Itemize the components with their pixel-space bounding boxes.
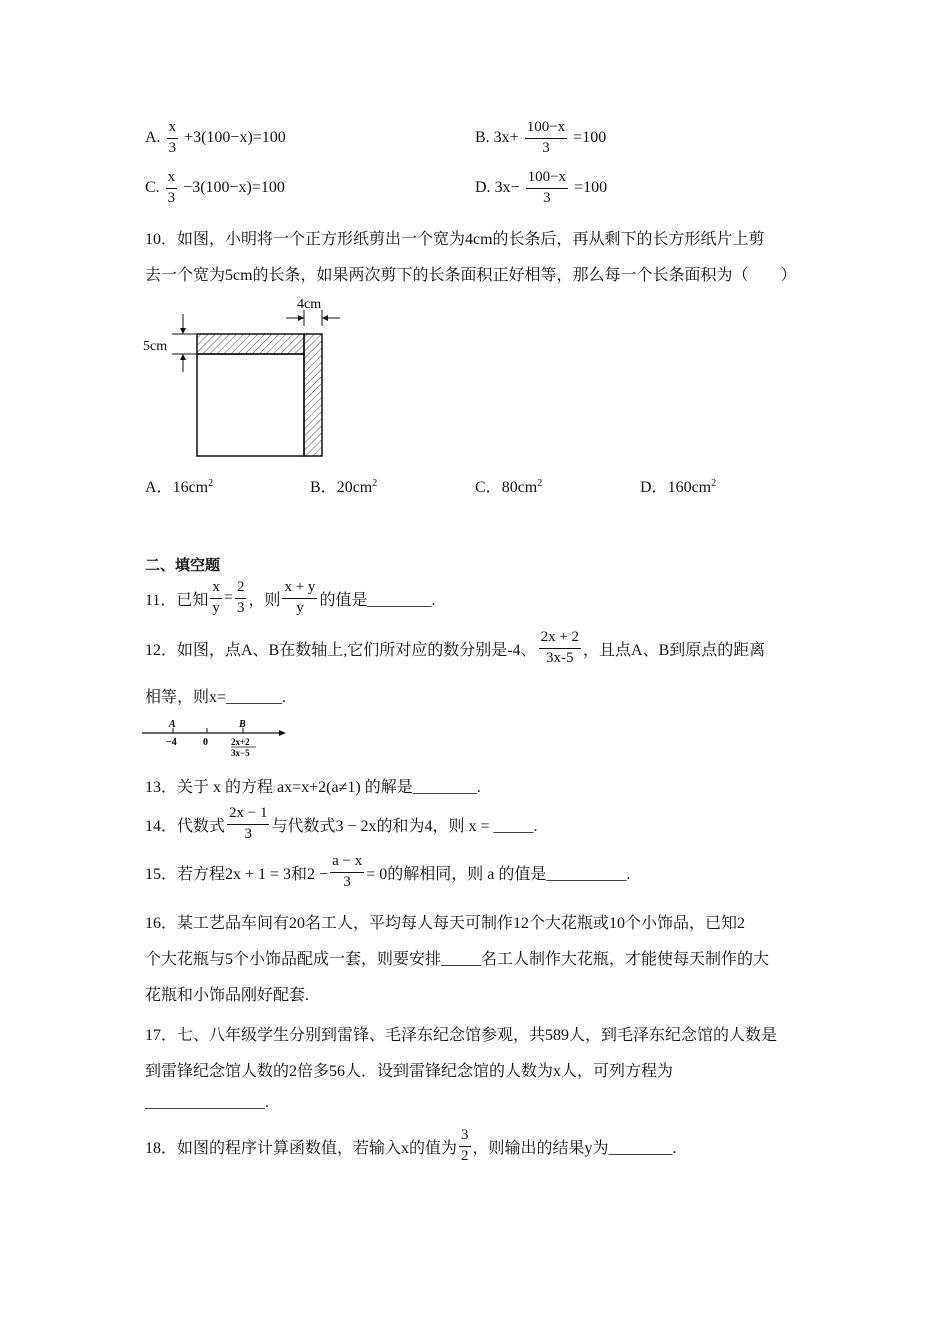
q9-option-a: A. $\frac{x}{3}$ +3(100−x)=100	[145, 119, 286, 156]
q12-line2: 相等，则x=_______.	[145, 689, 287, 706]
q9-b-fraction: $\frac{100-x}{3}$	[526, 119, 566, 156]
q18-fraction: $\frac{3}{2}$	[461, 1127, 469, 1164]
q12-number-line	[140, 716, 290, 760]
q9-option-c: C. $\frac{x}{3}$ −3(100−x)=100	[145, 169, 285, 206]
q9-option-b: B. 3x+ $\frac{100-x}{3}$ =100	[475, 119, 607, 156]
q12-b-numerator: 2x+2	[231, 737, 250, 747]
q17-line2: 到雷锋纪念馆人数的2倍多56人．设到雷锋纪念馆的人数为x人，可列方程为	[145, 1063, 674, 1080]
q12-tick-minus4: −4	[166, 737, 177, 748]
q10-option-b: B．$20cm^2$	[310, 478, 378, 496]
q13: 13．关于 x 的方程 ax=x+2(a≠1) 的解是________.	[145, 779, 481, 796]
q18: 18．如图的程序计算函数值，若输入x的值为 $\frac{3}{2}$ ，则输出的结果y为________.	[145, 1127, 677, 1164]
q10-option-a: A．$16cm^2$	[145, 478, 214, 496]
q11-fraction-xy-over-y: $\frac{x + y}{y}$	[284, 579, 316, 616]
q11: 11．已知 $\frac{x}{y}$ = $\frac{2}{3}$ ，则 $\frac{x + y}{y}$ 的值是________.	[145, 579, 436, 616]
q12-fraction: $\frac{2x + 2}{3x-5}$	[540, 629, 580, 666]
q17-line3: _______________.	[145, 1094, 269, 1111]
q10-text-line2: 去一个宽为5cm的长条，如果两次剪下的长条面积正好相等，那么每一个长条面积为（ ）	[145, 267, 797, 284]
q10-figure	[140, 296, 350, 462]
q9-a-fraction: $\frac{x}{3}$	[168, 119, 177, 156]
q10-label-4cm: 4cm	[297, 297, 322, 312]
q14: 14．代数式 $\frac{2x - 1}{3}$ 与代数式3 − 2x的和为4，则 x = _____.	[145, 805, 538, 842]
q10-text-line1: 10．如图，小明将一个正方形纸剪出一个宽为4cm的长条后，再从剩下的长方形纸片上剪	[145, 231, 765, 248]
q12-point-a-label: A	[169, 719, 176, 730]
q10-strip-4cm	[304, 334, 322, 456]
q16-line1: 16．某工艺品车间有20名工人，平均每人每天可制作12个大花瓶或10个小饰品，已知2	[145, 915, 746, 932]
q15: 15．若方程2x + 1 = 3和2 − $\frac{a - x}{3}$ = 0的解相同，则 a 的值是__________.	[145, 853, 631, 890]
q9-option-d: D. 3x− $\frac{100-x}{3}$ =100	[475, 169, 608, 206]
q10-option-d: D．$160cm^2$	[640, 478, 717, 496]
q10-remaining-square	[197, 354, 304, 456]
q10-strip-5cm	[197, 334, 304, 354]
q17-line1: 17．七、八年级学生分别到雷锋、毛泽东纪念馆参观，共589人，到毛泽东纪念馆的人数是	[145, 1027, 778, 1044]
q9-d-fraction: $\frac{100-x}{3}$	[527, 169, 567, 206]
q12-line1: 12．如图，点A、B在数轴上,它们所对应的数分别是-4、 $\frac{2x + 2}{3x-5}$ ，且点A、B到原点的距离	[145, 629, 766, 666]
q16-line2: 个大花瓶与5个小饰品配成一套，则要安排_____名工人制作大花瓶，才能使每天制作的大	[145, 951, 770, 968]
q14-fraction: $\frac{2x - 1}{3}$	[229, 805, 268, 842]
q15-fraction: $\frac{a - x}{3}$	[332, 853, 363, 890]
section-fill-in-title: 二、填空题	[145, 556, 221, 574]
q12-tick-0: 0	[203, 737, 208, 748]
q12-b-denominator: 3x−5	[231, 748, 250, 758]
q9-c-fraction: $\frac{x}{3}$	[167, 169, 176, 206]
q12-point-b-label: B	[239, 719, 246, 730]
q11-fraction-x-over-y: $\frac{x}{y}$	[212, 579, 220, 616]
q10-label-5cm: 5cm	[143, 339, 168, 354]
q10-option-c: C．$80cm^2$	[475, 478, 543, 496]
q16-line3: 花瓶和小饰品刚好配套.	[145, 987, 310, 1004]
q11-fraction-2-over-3: $\frac{2}{3}$	[236, 579, 245, 616]
